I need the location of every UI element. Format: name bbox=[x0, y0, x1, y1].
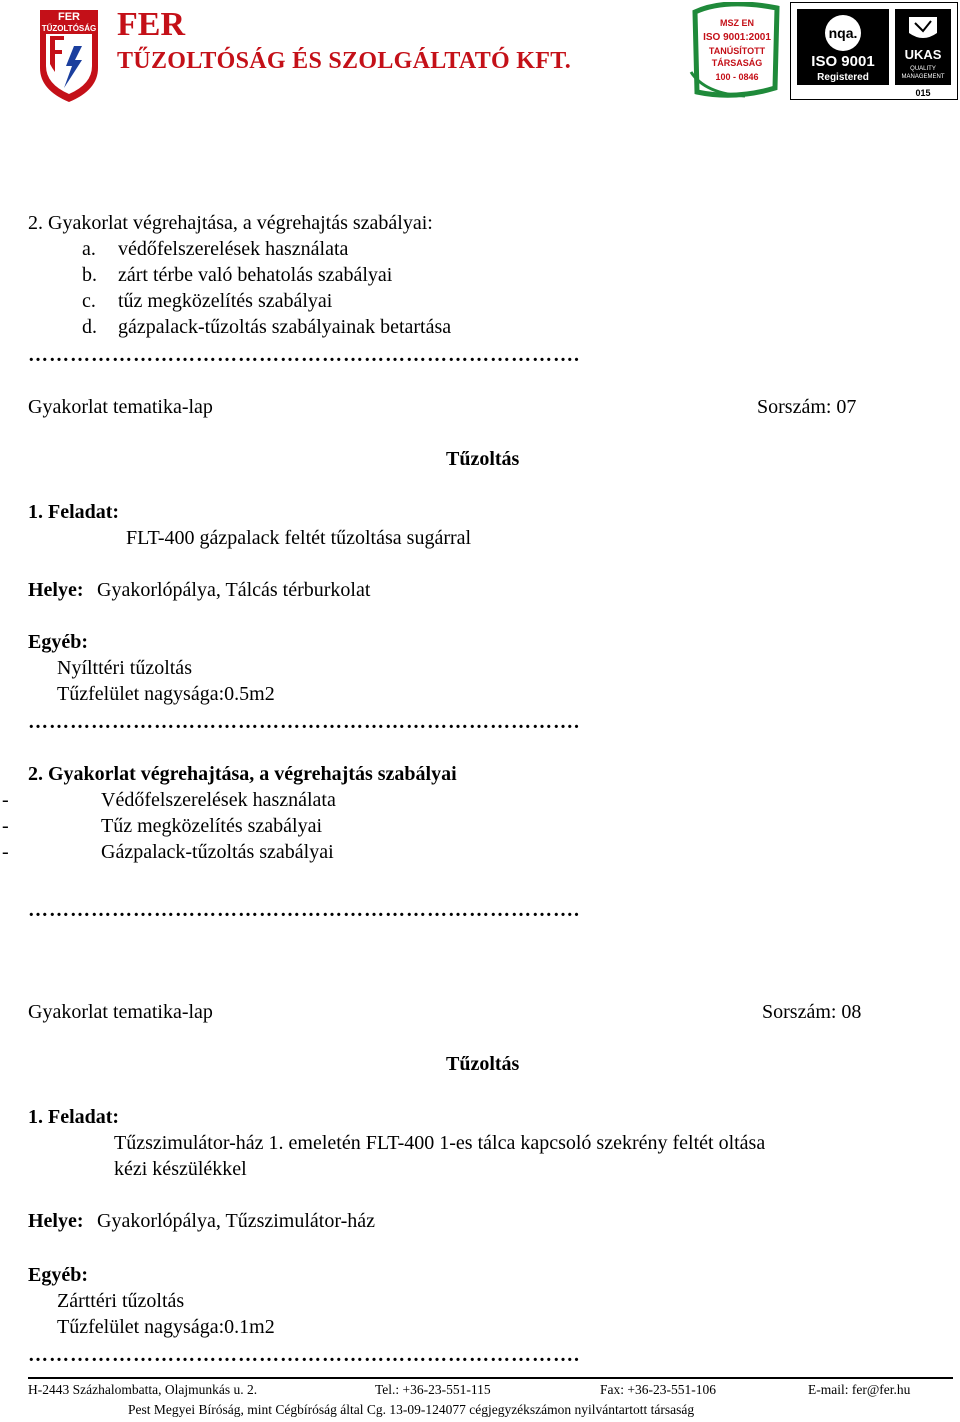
svg-text:FER: FER bbox=[58, 11, 80, 23]
intro-heading: 2. Gyakorlat végrehajtása, a végrehajtás szabályai: bbox=[28, 212, 433, 234]
sheet-title: Gyakorlat tematika-lap bbox=[28, 396, 213, 418]
dotted-separator: ……………………………………………………………………. bbox=[28, 344, 580, 366]
task-text: kézi készülékkel bbox=[114, 1158, 247, 1180]
svg-text:MANAGEMENT: MANAGEMENT bbox=[901, 74, 945, 80]
sheet-title: Gyakorlat tematika-lap bbox=[28, 1001, 213, 1023]
intro-item-letter: d. bbox=[82, 316, 97, 338]
company-subtitle: TŰZOLTÓSÁG ÉS SZOLGÁLTATÓ KFT. bbox=[117, 48, 572, 74]
exec-item-text: Tűz megközelítés szabályai bbox=[101, 815, 323, 837]
sheet-subject: Tűzoltás bbox=[446, 448, 520, 470]
intro-item-text: tűz megközelítés szabályai bbox=[118, 290, 333, 312]
footer-tel: Tel.: +36-23-551-115 bbox=[375, 1382, 491, 1397]
svg-text:Registered: Registered bbox=[817, 72, 869, 83]
dotted-separator: ……………………………………………………………………. bbox=[28, 1344, 580, 1366]
footer-divider bbox=[28, 1377, 953, 1379]
exec-heading: 2. Gyakorlat végrehajtása, a végrehajtás szabályai bbox=[28, 763, 457, 785]
other-line: Zárttéri tűzoltás bbox=[57, 1290, 185, 1312]
other-line: Tűzfelület nagysága:0.1m2 bbox=[57, 1316, 275, 1338]
footer-address: H-2443 Százhalombatta, Olajmunkás u. 2. bbox=[28, 1382, 258, 1397]
task-text: Tűzszimulátor-ház 1. emeletén FLT-400 1-es tálca kapcsoló szekrény feltét oltása bbox=[114, 1132, 766, 1154]
other-line: Tűzfelület nagysága:0.5m2 bbox=[57, 683, 275, 705]
svg-text:015: 015 bbox=[915, 88, 931, 98]
svg-text:nqa.: nqa. bbox=[828, 25, 858, 41]
svg-text:QUALITY: QUALITY bbox=[910, 66, 936, 72]
task-text: FLT-400 gázpalack feltét tűzoltása sugárral bbox=[126, 527, 472, 549]
place-label: Helye: bbox=[28, 579, 84, 601]
msz-en-iso-certificate-logo bbox=[685, 2, 785, 100]
footer-fax: Fax: +36-23-551-106 bbox=[600, 1382, 716, 1397]
svg-text:TÁRSASÁG: TÁRSASÁG bbox=[711, 58, 763, 68]
exec-item-text: Védőfelszerelések használata bbox=[101, 789, 336, 811]
footer-registry: Pest Megyei Bíróság, mint Cégbíróság által Cg. 13-09-124077 cégjegyzékszámon nyilvántartott társaság bbox=[128, 1402, 695, 1417]
nqa-ukas-logos bbox=[791, 3, 957, 99]
intro-item-text: gázpalack-tűzoltás szabályainak betartása bbox=[118, 316, 452, 338]
svg-text:ISO 9001: ISO 9001 bbox=[811, 53, 875, 70]
sheet-number: Sorszám: 07 bbox=[757, 396, 857, 418]
task-label: 1. Feladat: bbox=[28, 501, 120, 523]
dotted-separator: ……………………………………………………………………. bbox=[28, 711, 580, 733]
fer-logo bbox=[36, 6, 102, 104]
svg-text:TANÚSÍTOTT: TANÚSÍTOTT bbox=[708, 46, 766, 56]
exec-item-dash: - bbox=[2, 841, 9, 863]
other-label: Egyéb: bbox=[28, 631, 88, 653]
intro-item-letter: c. bbox=[82, 290, 96, 312]
intro-item-text: zárt térbe való behatolás szabályai bbox=[118, 264, 393, 286]
intro-item-letter: a. bbox=[82, 238, 96, 260]
iso-ukas-certificate-box bbox=[790, 2, 958, 100]
sheet-subject: Tűzoltás bbox=[446, 1053, 520, 1075]
svg-text:MSZ EN: MSZ EN bbox=[719, 18, 755, 28]
svg-text:TŰZOLTÓSÁG: TŰZOLTÓSÁG bbox=[41, 24, 97, 33]
other-label: Egyéb: bbox=[28, 1264, 88, 1286]
svg-text:UKAS: UKAS bbox=[904, 47, 942, 62]
place-value: Gyakorlópálya, Tűzszimulátor-ház bbox=[97, 1210, 376, 1232]
place-value: Gyakorlópálya, Tálcás térburkolat bbox=[97, 579, 371, 601]
exec-item-text: Gázpalack-tűzoltás szabályai bbox=[101, 841, 334, 863]
intro-item-letter: b. bbox=[82, 264, 97, 286]
task-label: 1. Feladat: bbox=[28, 1106, 120, 1128]
svg-text:100 - 0846: 100 - 0846 bbox=[715, 72, 759, 82]
company-name: FER bbox=[117, 6, 185, 43]
intro-item-text: védőfelszerelések használata bbox=[118, 238, 349, 260]
dotted-separator: ……………………………………………………………………. bbox=[28, 899, 580, 921]
other-line: Nyílttéri tűzoltás bbox=[57, 657, 192, 679]
svg-text:ISO 9001:2001: ISO 9001:2001 bbox=[703, 32, 771, 43]
exec-item-dash: - bbox=[2, 789, 9, 811]
exec-item-dash: - bbox=[2, 815, 9, 837]
sheet-number: Sorszám: 08 bbox=[762, 1001, 862, 1023]
place-label: Helye: bbox=[28, 1210, 84, 1232]
footer-email[interactable]: E-mail: fer@fer.hu bbox=[808, 1382, 911, 1397]
